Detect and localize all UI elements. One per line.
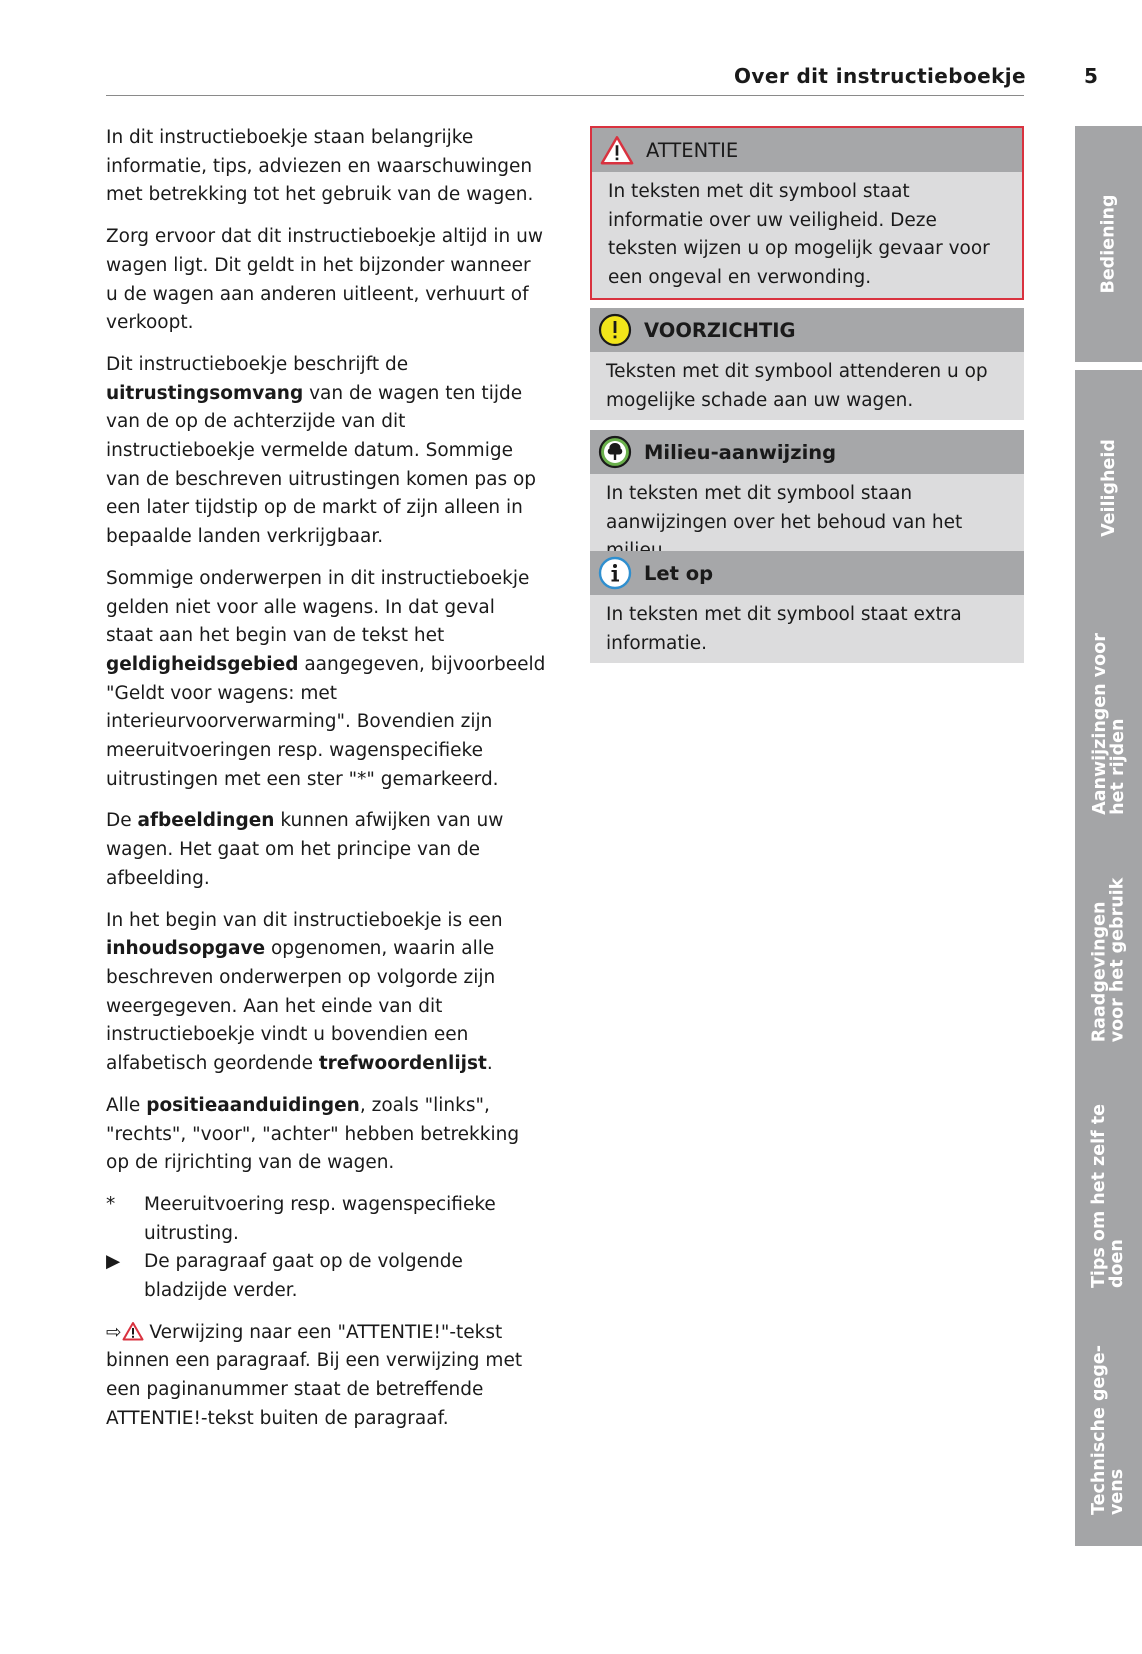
voorzichtig-box	[590, 308, 1024, 420]
term-positieaanduidingen: positieaanduidingen	[146, 1094, 360, 1116]
star-symbol: *	[106, 1193, 116, 1215]
tab-technische-gegevens[interactable]: Technische gege- vens	[1075, 1314, 1142, 1546]
letop-title: Let op	[644, 561, 714, 585]
paragraph-keep-in-car: Zorg ervoor dat dit instructieboekje altijd in uw wagen ligt. Dit geldt in het bijzonder wanneer u de wagen aan anderen uitleent, verhuurt of verkoopt.	[106, 226, 544, 334]
milieu-box	[590, 430, 1024, 571]
paragraph-equipment: Dit instructieboekje beschrijft de uitrustingsomvang van de wagen ten tijde van de op de achterzijde van dit instructieboekje vermelde datum. Sommige van de beschreven uitrustingen komen pas op een later tijdstip op de markt of zijn alleen in bepaalde landen verkrijgbaar.	[106, 353, 537, 548]
term-inhoudsopgave: inhoudsopgave	[106, 938, 266, 960]
letop-header	[590, 551, 1024, 595]
voorzichtig-title: VOORZICHTIG	[644, 318, 796, 342]
section-title: Over dit instructieboekje	[734, 64, 1026, 88]
warning-triangle-icon	[122, 1321, 144, 1341]
term-uitrustingsomvang: uitrustingsomvang	[106, 382, 304, 404]
tab-veiligheid[interactable]: Veiligheid	[1075, 370, 1142, 606]
term-trefwoordenlijst: trefwoordenlijst	[318, 1053, 487, 1075]
header-divider	[106, 95, 1024, 96]
continue-arrow-icon: ▶	[106, 1251, 121, 1273]
paragraph-contents: In het begin van dit instructieboekje is een inhoudsopgave opgenomen, waarin alle beschreven onderwerpen op volgorde zijn weergegeven. Aan het einde van dit instructieboekje vindt u bovendien een alfabetisch geordende trefwoordenlijst.	[106, 909, 503, 1075]
left-column	[106, 124, 546, 1447]
tab-tips-om-het-zelf-te-doen[interactable]: Tips om het zelf te doen	[1075, 1078, 1142, 1314]
info-icon	[598, 556, 632, 590]
letop-text: In teksten met dit symbool staat extra informatie.	[590, 595, 1024, 663]
tab-aanwijzingen-voor-het-rijden[interactable]: Aanwijzingen voor het rijden	[1075, 606, 1142, 842]
voorzichtig-header	[590, 308, 1024, 352]
legend-continue-text: De paragraaf gaat op de volgende bladzijde verder.	[144, 1251, 463, 1302]
caution-exclamation-icon	[598, 313, 632, 347]
milieu-text: In teksten met dit symbool staan aanwijzingen over het behoud van het	[590, 474, 1024, 571]
term-geldigheidsgebied: geldigheidsgebied	[106, 653, 299, 675]
legend-continue	[106, 1248, 546, 1305]
attentie-text: In teksten met dit symbool staat informatie over uw veiligheid. Deze teksten wijzen u op mogelijk gevaar voor een ongeval en verwonding.	[592, 172, 1022, 298]
attentie-title: ATTENTIE	[646, 138, 739, 162]
warning-triangle-icon	[600, 133, 634, 167]
term-afbeeldingen: afbeeldingen	[137, 810, 275, 832]
paragraph-validity: Sommige onderwerpen in dit instructieboekje gelden niet voor alle wagens. In dat geval staat aan het begin van de tekst het geldigheidsgebied aangegeven, bijvoorbeeld "Geldt voor wagens: met interieurvoorverwarming". Bovendien zijn meeruitvoeringen resp. wagenspecifieke uitrustingen met een ster "*" gemarkeerd.	[106, 567, 546, 790]
attentie-header	[592, 128, 1022, 172]
tab-bediening[interactable]: Bediening	[1075, 126, 1142, 362]
paragraph-attentie-reference: ⇨ Verwijzing naar een "ATTENTIE!"-tekst binnen een paragraaf. Bij een verwijzing met een paginanummer staat de betreffende ATTENTIE!-tekst buiten de paragraaf.	[106, 1321, 523, 1429]
reference-arrow-icon: ⇨	[106, 1321, 122, 1343]
letop-box	[590, 551, 1024, 663]
paragraph-images: De afbeeldingen kunnen afwijken van uw wagen. Het gaat om het principe van de afbeelding.	[106, 810, 504, 889]
attentie-box	[590, 126, 1024, 300]
milieu-header	[590, 430, 1024, 474]
legend-star-text: Meeruitvoering resp. wagenspecifieke uitrusting.	[144, 1193, 496, 1244]
legend-star	[106, 1191, 546, 1248]
milieu-title: Milieu-aanwijzing	[644, 440, 837, 464]
tab-raadgevingen-voor-het-gebruik[interactable]: Raadgevingen voor het gebruik	[1075, 842, 1142, 1078]
voorzichtig-text: Teksten met dit symbool attenderen u op mogelijke schade aan uw wagen.	[590, 352, 1024, 420]
page-number: 5	[1084, 64, 1098, 88]
tree-icon	[598, 435, 632, 469]
paragraph-positions: Alle positieaanduidingen, zoals "links", "rechts", "voor", "achter" hebben betrekking op de rijrichting van de wagen.	[106, 1094, 520, 1174]
paragraph-intro: In dit instructieboekje staan belangrijke informatie, tips, adviezen en waarschuwingen met betrekking tot het gebruik van de wagen.	[106, 127, 534, 206]
